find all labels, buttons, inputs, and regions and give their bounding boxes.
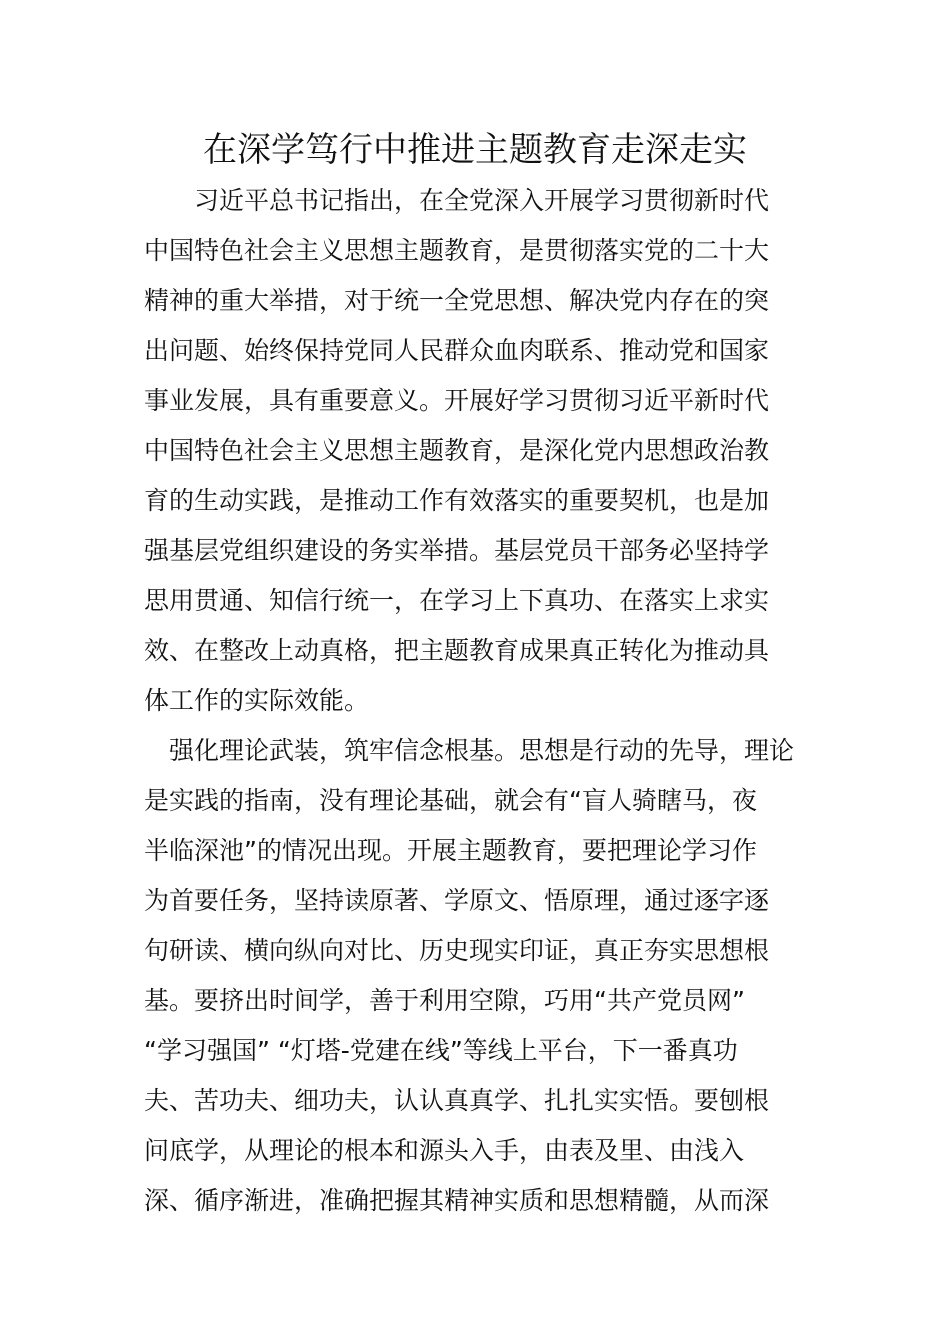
text-line: 思用贯通、知信行统一，在学习上下真功、在落实上求实 (144, 586, 770, 615)
text-line: 中国特色社会主义思想主题教育，是贯彻落实党的二十大 (144, 236, 770, 265)
text-line: 句研读、横向纵向对比、历史现实印证，真正夯实思想根 (144, 936, 770, 965)
text-line: 事业发展，具有重要意义。开展好学习贯彻习近平新时代 (144, 386, 770, 415)
text-line: 深、循序渐进，准确把握其精神实质和思想精髓，从而深 (144, 1186, 770, 1215)
text-line: 夫、苦功夫、细功夫，认认真真学、扎扎实实悟。要刨根 (144, 1086, 770, 1115)
text-line: 习近平总书记指出，在全党深入开展学习贯彻新时代 (144, 186, 770, 215)
text-line: 基。要挤出时间学，善于利用空隙，巧用“共产党员网” (144, 986, 745, 1015)
text-line: 半临深池”的情况出现。开展主题教育，要把理论学习作 (144, 836, 757, 865)
paragraph-theory (144, 726, 808, 1226)
text-line: 是实践的指南，没有理论基础，就会有“盲人骑瞎马，夜 (144, 786, 757, 815)
text-line: 强化理论武装，筑牢信念根基。思想是行动的先导，理论 (144, 736, 795, 765)
text-line: 精神的重大举措，对于统一全党思想、解决党内存在的突 (144, 286, 770, 315)
text-line: 中国特色社会主义思想主题教育，是深化党内思想政治教 (144, 436, 770, 465)
text-line: 效、在整改上动真格，把主题教育成果真正转化为推动具 (144, 636, 770, 665)
text-line: 体工作的实际效能。 (144, 686, 370, 715)
text-line: 出问题、始终保持党同人民群众血肉联系、推动党和国家 (144, 336, 770, 365)
text-line: 问底学，从理论的根本和源头入手，由表及里、由浅入 (144, 1136, 745, 1165)
paragraph-intro (144, 176, 808, 726)
text-line: 育的生动实践，是推动工作有效落实的重要契机，也是加 (144, 486, 770, 515)
text-line: “学习强国” “灯塔-党建在线”等线上平台，下一番真功 (144, 1036, 738, 1065)
text-line: 为首要任务，坚持读原著、学原文、悟原理，通过逐字逐 (144, 886, 770, 915)
text-line: 强基层党组织建设的务实举措。基层党员干部务必坚持学 (144, 536, 770, 565)
document-title: 在深学笃行中推进主题教育走深走实 (203, 130, 747, 170)
